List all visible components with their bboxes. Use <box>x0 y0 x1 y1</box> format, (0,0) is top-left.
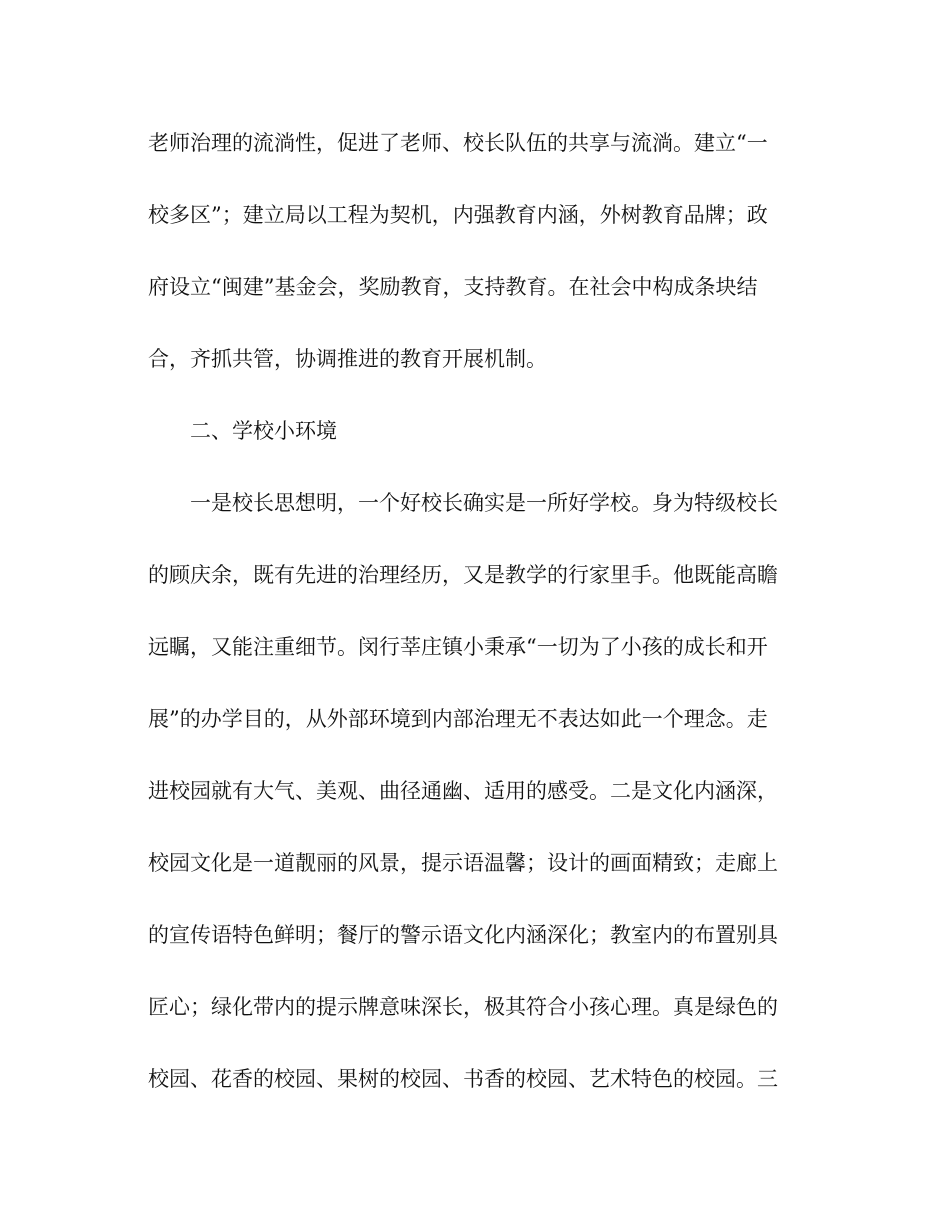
section-heading: 二、学校小环境 <box>190 419 337 443</box>
text-line: 的顾庆余，既有先进的治理经历，又是教学的行家里手。他既能高瞻 <box>148 563 778 587</box>
text-line: 校园、花香的校园、果树的校园、书香的校园、艺术特色的校园。三 <box>148 1067 778 1091</box>
text-line: 合，齐抓共管，协调推进的教育开展机制。 <box>148 347 547 371</box>
text-line: 的宣传语特色鲜明；餐厅的警示语文化内涵深化；教室内的布置别具 <box>148 923 778 947</box>
text-line: 远瞩，又能注重细节。闵行莘庄镇小秉承“一切为了小孩的成长和开 <box>148 635 768 659</box>
text-line: 进校园就有大气、美观、曲径通幽、适用的感受。二是文化内涵深， <box>148 779 778 803</box>
text-line: 府设立“闽建”基金会，奖励教育，支持教育。在社会中构成条块结 <box>148 275 758 299</box>
text-line: 校多区”；建立局以工程为契机，内强教育内涵，外树教育品牌；政 <box>148 203 768 227</box>
text-line: 校园文化是一道靓丽的风景，提示语温馨；设计的画面精致；走廊上 <box>148 851 778 875</box>
text-line: 老师治理的流淌性，促进了老师、校长队伍的共享与流淌。建立“一 <box>148 131 768 155</box>
body-text <box>148 120 808 1128</box>
text-line: 一是校长思想明，一个好校长确实是一所好学校。身为特级校长 <box>190 491 778 515</box>
text-line: 展”的办学目的，从外部环境到内部治理无不表达如此一个理念。走 <box>148 707 768 731</box>
text-line: 匠心；绿化带内的提示牌意味深长，极其符合小孩心理。真是绿色的 <box>148 995 778 1019</box>
